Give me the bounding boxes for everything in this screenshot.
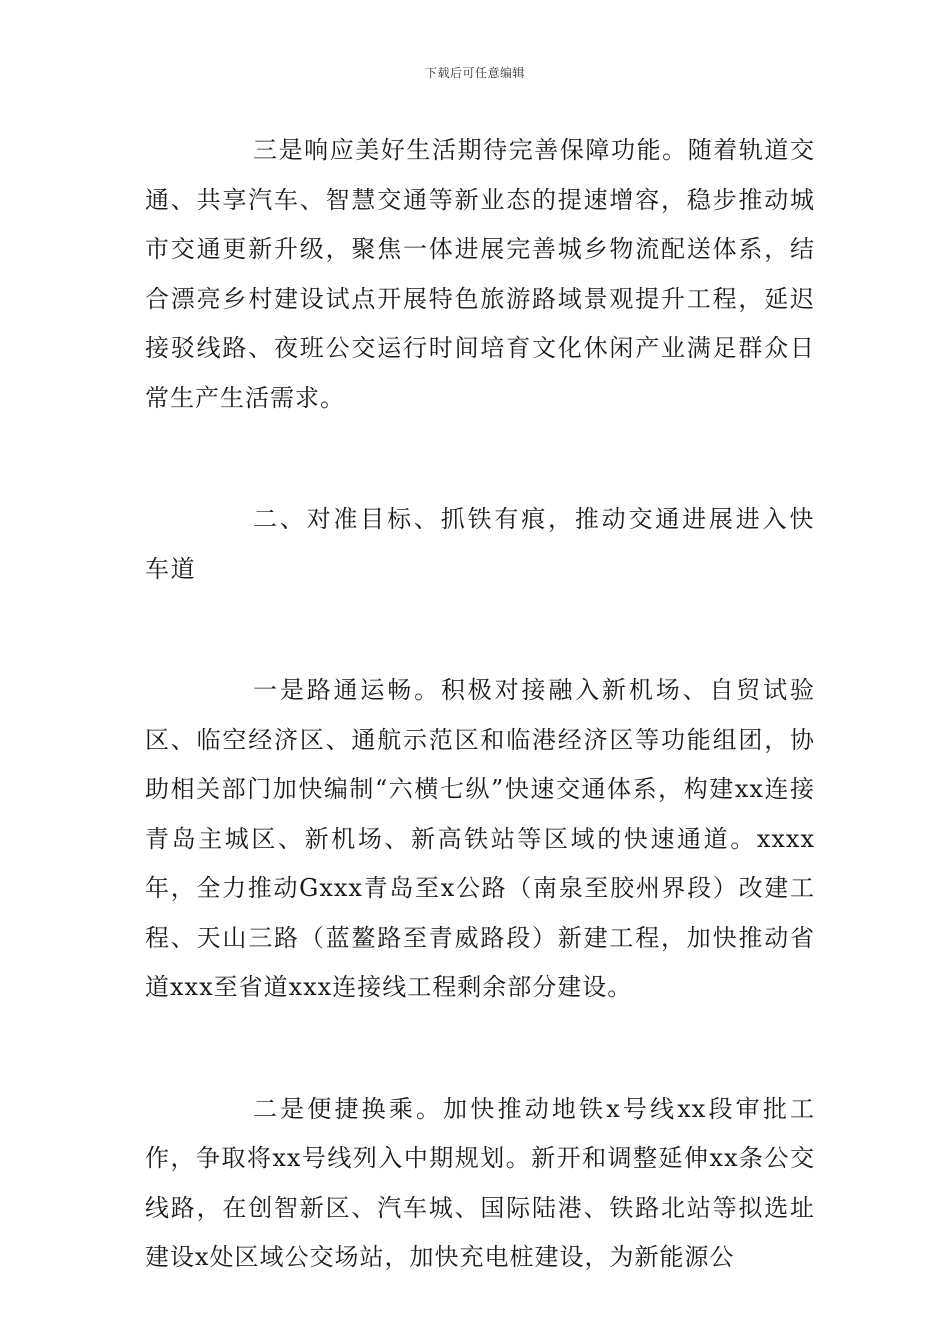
paragraph-road-access: 一是路通运畅。积极对接融入新机场、自贸试验区、临空经济区、通航示范区和临港经济区等功能组团，协助相关部门加快编制“六横七纵”快速交通体系，构建xx连接青岛主城区、新机场、新高铁站等区域的快速通道。xxxx年，全力推动Gxxx青岛至x公路（南泉至胶州界段）改建工程、天山三路（蓝鳌路至青威路段）新建工程，加快推动省道xxx至省道xxx连接线工程剩余部分建设。: [145, 676, 815, 1001]
page-header-note: 下载后可任意编辑: [424, 66, 525, 80]
section-heading-two: 二、对准目标、抓铁有痕，推动交通进展进入快车道: [145, 505, 815, 583]
paragraph-guarantee-function: 三是响应美好生活期待完善保障功能。随着轨道交通、共享汽车、智慧交通等新业态的提速增容，稳步推动城市交通更新升级，聚焦一体进展完善城乡物流配送体系，结合漂亮乡村建设试点开展特色旅游路域景观提升工程，延迟接驳线路、夜班公交运行时间培育文化休闲产业满足群众日常生产生活需求。: [145, 136, 815, 412]
document-body: [145, 126, 815, 1283]
paragraph-convenient-transfer: 二是便捷换乘。加快推动地铁x号线xx段审批工作，争取将xx号线列入中期规划。新开和调整延伸xx条公交线路，在创智新区、汽车城、国际陆港、铁路北站等拟选址建设x处区域公交场站，加快充电桩建设，为新能源公: [145, 1094, 815, 1271]
